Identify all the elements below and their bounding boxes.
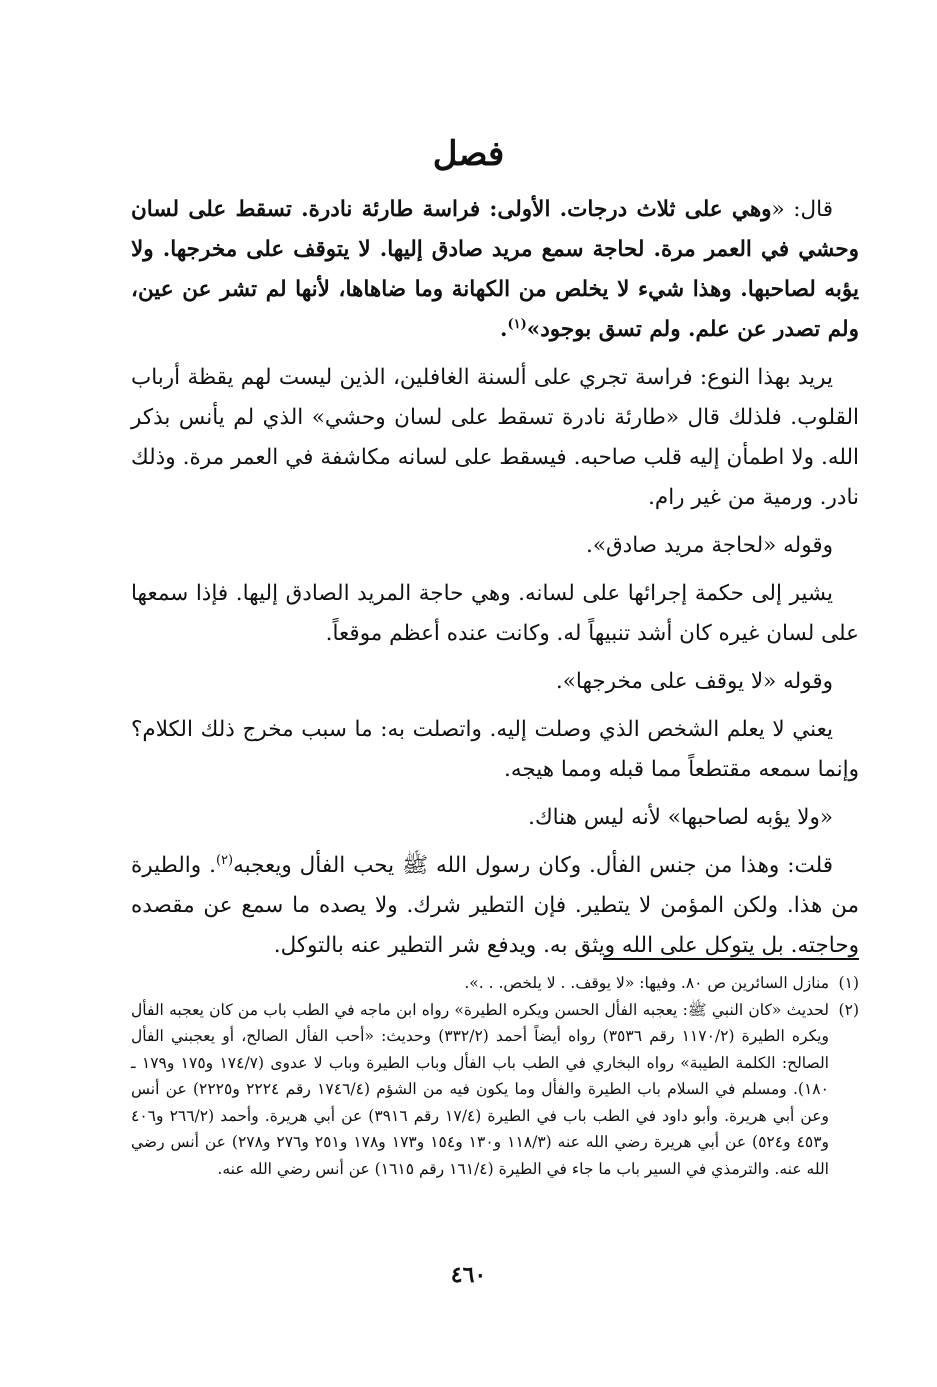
paragraph-7: «ولا يؤبه لصاحبها» لأنه ليس هناك. bbox=[528, 805, 833, 830]
paragraph-5: وقوله «لا يوقف على مخرجها». bbox=[555, 669, 833, 694]
footnote-2 bbox=[131, 997, 859, 1183]
paragraph-6: يعني لا يعلم الشخص الذي وصلت إليه. واتصلت به: ما سبب مخرج ذلك الكلام؟ وإنما سمعه مقتطعاً مما قبله ومما هيجه. bbox=[131, 717, 859, 782]
paragraph-8-part-a: قلت: وهذا من جنس الفأل. وكان رسول الله ﷺ يحب الفأل ويعجبه bbox=[233, 853, 833, 878]
page-number: ٤٦٠ bbox=[450, 1262, 487, 1288]
footnote-number: (١) bbox=[838, 974, 859, 992]
paragraph-8-part-b: . والطيرة من هذا. ولكن المؤمن لا يتطير. فإن التطير شرك. ولا يصده ما سمع عن مقصده وحاجته. بل يتوكل على الله ويثق به. ويدفع شر التطير عنه بالتوكل. bbox=[131, 853, 859, 958]
section-title: فصل bbox=[432, 134, 505, 174]
paragraph-4: يشير إلى حكمة إجرائها على لسانه. وهي حاجة المريد الصادق إليها. فإذا سمعها على لسان غيره كان أشد تنبيهاً له. وكانت عنده أعظم موقعاً. bbox=[131, 581, 859, 646]
main-text bbox=[131, 190, 859, 974]
paragraph-quote bbox=[131, 190, 859, 350]
quote-body: وهي على ثلاث درجات. الأولى: فراسة طارئة نادرة. تسقط على لسان وحشي في العمر مرة. لحاجة سمع مريد صادق إليها. لا يتوقف على مخرجها. ولا يؤبه لصاحبها. وهذا شيء لا يخلص من الكهانة وما ضاهاها، لأنها لم تشر عن عين، ولم تصدر عن علم. ولم تسق بوجود bbox=[131, 197, 859, 342]
quote-intro: قال: « bbox=[771, 197, 834, 222]
footnote-number: (٢) bbox=[838, 1000, 859, 1019]
paragraph-3: وقوله «لحاجة مريد صادق». bbox=[586, 533, 833, 558]
quote-close: » bbox=[526, 317, 541, 342]
paragraph-2: يريد بهذا النوع: فراسة تجري على ألسنة الغافلين، الذين ليست لهم يقظة أرباب القلوب. فلذلك قال «طارئة نادرة تسقط على لسان وحشي» الذي لم يأنس بذكر الله. ولا اطمأن إليه قلب صاحبه. فيسقط على لسانه مكاشفة في العمر مرة. وذلك نادر. ورمية من غير رام. bbox=[131, 365, 859, 510]
footnote-text: منازل السائرين ص ٨٠. وفيها: «لا يوقف. . لا يلخص. . .». bbox=[464, 974, 829, 992]
footnotes bbox=[131, 970, 859, 1182]
paragraph-8 bbox=[131, 846, 859, 966]
footnote-ref-2[interactable]: (٢) bbox=[215, 852, 234, 868]
footnote-1 bbox=[131, 970, 859, 997]
footnote-separator bbox=[603, 958, 859, 960]
footnote-ref-1[interactable]: (١) bbox=[507, 316, 527, 332]
footnote-text: لحديث «كان النبي ﷺ: يعجبه الفأل الحسن ويكره الطيرة» رواه ابن ماجه في الطب باب من كان يعجبه الفأل ويكره الطيرة (١١٧٠/٢ رقم ٣٥٣٦) رواه أيضاً أحمد (٣٣٢/٢) وحديث: «أحب الفأل الصالح، أو يعجبني الفأل الصالح: الكلمة الطيبة» رواه البخاري في الطب باب الفأل وباب الطيرة وباب لا عدوى (١٧٤/٧ و١٧٥ و١٧٩ ـ ١٨٠). ومسلم في السلام باب الطيرة والفأل وما يكون فيه من الشؤم (١٧٤٦/٤ رقم ٢٢٢٤ و٢٢٢٥) عن أنس وعن أبي هريرة. وأبو داود في الطب باب في الطيرة (١٧/٤ رقم ٣٩١٦) عن أبي هريرة. وأحمد (٢٦٦/٢ و٤٠٦ و٤٥٣ و٥٢٤) عن أبي هريرة رضي الله عنه (١١٨/٣ و١٣٠ و١٥٤ و١٧٣ و١٧٨ و٢٥١ و٢٧٦ و٢٧٨) عن أنس رضي الله عنه. والترمذي في السير باب ما جاء في الطيرة (١٦١/٤ رقم ١٦١٥) عن أنس رضي الله عنه. bbox=[131, 1000, 830, 1178]
quote-tail: . bbox=[499, 317, 508, 342]
